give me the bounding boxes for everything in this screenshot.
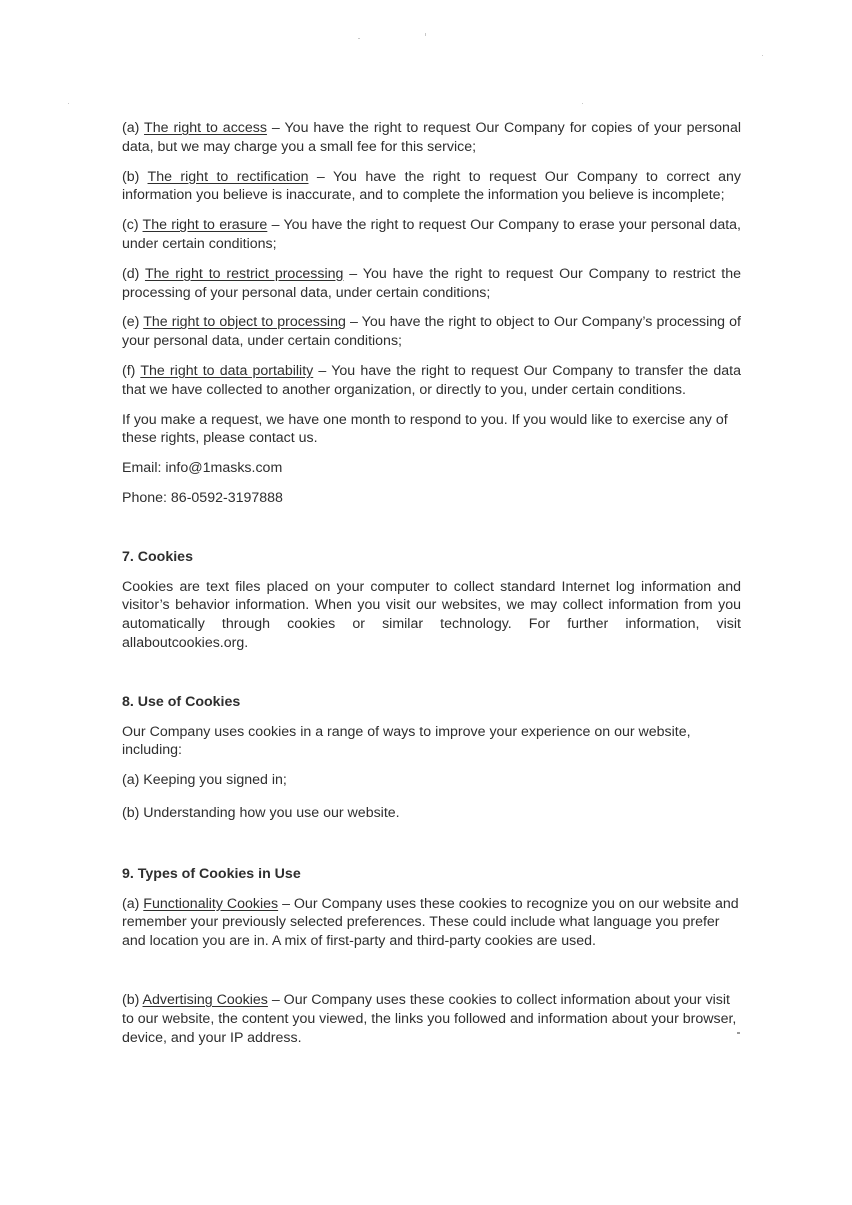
right-item-object	[122, 313, 741, 351]
right-description: – You have the right to request Our Company to restrict the processing of your personal data, under certain conditions;	[122, 265, 742, 301]
scan-speck	[762, 55, 763, 56]
item-prefix: (e)	[122, 314, 144, 331]
right-term: The right to object to processing	[143, 314, 346, 331]
right-description: – You have the right to request Our Company for copies of your personal data, but we may charge you a small fee for this service;	[122, 120, 741, 155]
document-body	[122, 119, 741, 1047]
use-of-cookies-item: (a) Keeping you signed in;	[122, 772, 287, 789]
cookie-type-functionality	[122, 895, 741, 951]
cookie-type-advertising	[122, 991, 741, 1047]
item-prefix: (b)	[122, 991, 143, 1008]
cookie-type-description: – Our Company uses these cookies to collect information about your visit to our website, the content you viewed, the links you followed and information about your browser, device, and your IP address.	[122, 991, 737, 1046]
right-term: The right to restrict processing	[144, 265, 344, 282]
right-description: – You have the right to request Our Company to erase your personal data, under certain conditions;	[122, 217, 741, 252]
item-prefix: (d)	[122, 265, 145, 282]
item-prefix: (a)	[122, 120, 145, 136]
item-prefix: (f)	[122, 362, 141, 379]
right-term: The right to access	[144, 120, 267, 136]
right-item-portability	[122, 362, 741, 400]
cookie-type-description: – Our Company uses these cookies to recognize you on our website and remember your previously selected preferences. These could include what language you prefer and location you are in. A mix of first-party and third-party cookies are used.	[122, 895, 739, 950]
right-description: – You have the right to request Our Company to correct any information you believe is inaccurate, and to complete the information you believe is incomplete;	[122, 168, 741, 204]
section-heading-cookies: 7. Cookies	[122, 548, 193, 565]
cookie-type-term: Advertising Cookies	[142, 991, 268, 1008]
right-item-restrict	[122, 265, 741, 303]
right-item-access	[122, 119, 741, 157]
cookie-type-term: Functionality Cookies	[143, 895, 279, 912]
right-description: – You have the right to request Our Company to transfer the data that we have collected to another organization, or directly to you, under certain conditions.	[122, 362, 741, 398]
right-item-erasure	[122, 216, 741, 254]
item-prefix: (a)	[122, 895, 144, 912]
use-of-cookies-item: (b) Understanding how you use our website.	[122, 804, 400, 821]
item-prefix: (c)	[122, 217, 143, 234]
scan-speck	[425, 33, 426, 36]
right-term: The right to data portability	[140, 362, 314, 379]
contact-phone: Phone: 86-0592-3197888	[122, 489, 283, 506]
right-item-rectification	[122, 168, 741, 206]
section-heading-types-of-cookies: 9. Types of Cookies in Use	[122, 865, 301, 882]
section-heading-use-of-cookies: 8. Use of Cookies	[122, 693, 241, 710]
item-prefix: (b)	[122, 168, 148, 185]
contact-email: Email: info@1masks.com	[122, 460, 283, 477]
scan-speck	[68, 103, 69, 104]
scan-speck	[358, 38, 360, 39]
cookies-body: Cookies are text files placed on your computer to collect standard Internet log information and visitor’s behavior information. When you visit our websites, we may collect information from you automatically through cookies or similar technology. For further information, visit allaboutcookies.org.	[122, 578, 741, 651]
right-term: The right to erasure	[142, 217, 268, 234]
right-term: The right to rectification	[147, 168, 309, 185]
use-of-cookies-intro: Our Company uses cookies in a range of ways to improve your experience on our website, including:	[122, 723, 691, 759]
request-note: If you make a request, we have one month to respond to you. If you would like to exercise any of these rights, please contact us.	[122, 411, 728, 447]
scan-speck	[582, 103, 583, 104]
right-description: – You have the right to object to Our Company’s processing of your personal data, under certain conditions;	[122, 314, 741, 350]
